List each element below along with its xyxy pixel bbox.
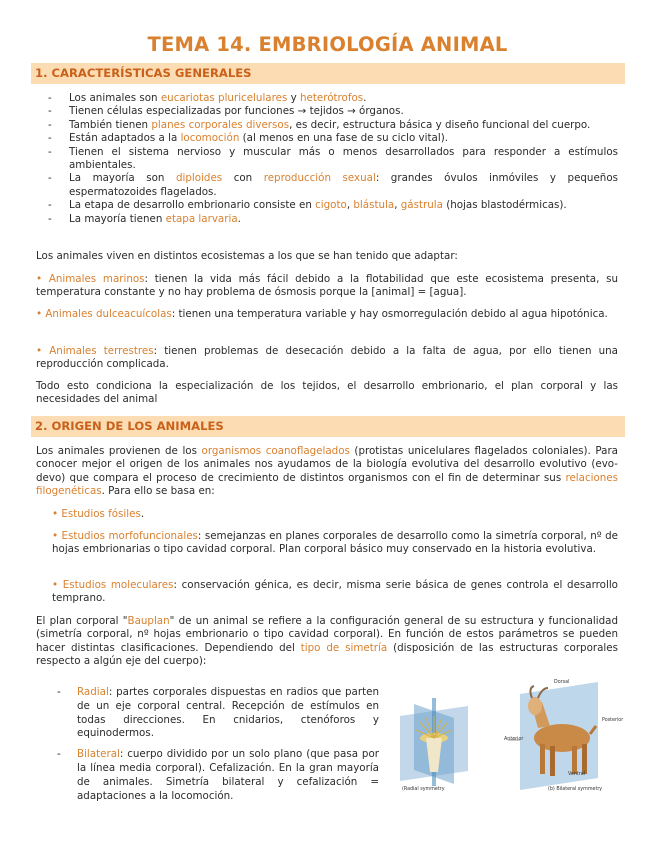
studies-molecular: • Estudios moleculares: conservación génica, es decir, misma serie básica de genes controla el desarrollo temprano. (52, 579, 618, 605)
list-item: - Bilateral: cuerpo dividido por un solo plano (que pasa por la línea media corporal). Cefalización. En la gran mayoría de animales. Simetría bilateral y cefalización = adaptaciones a la locomoción. (57, 748, 379, 803)
studies-fossil: • Estudios fósiles. (52, 508, 145, 520)
paragraph-terrestrial: • Animales terrestres: tienen problemas de desecación debido a la falta de agua, por ello tienen una reproducción complicada. (36, 345, 618, 371)
paragraph-conclusion: Todo esto condiciona la especialización de los tejidos, el desarrollo embrionario, el plan corporal y las necesidades del animal (36, 380, 618, 406)
list-item: - La mayoría tienen etapa larvaria. (48, 213, 618, 226)
list-item: - La mayoría son diploides con reproducción sexual: grandes óvulos inmóviles y pequeños espermatozoides flagelados. (48, 172, 618, 199)
label-dorsal: Dorsal (554, 680, 570, 685)
section-heading-origen: 2. ORIGEN DE LOS ANIMALES (31, 416, 625, 437)
paragraph-freshwater: • Animales dulceacuícolas: tienen una temperatura variable y hay osmorregulación debido al agua hipotónica. (36, 308, 608, 320)
radial-caption: (Radial symmetry (402, 787, 445, 792)
list-item: - Radial: partes corporales dispuestas en radios que parten de un eje corporal central. Recepción de estímulos en todas direcciones. En cnidarios, ctenóforos y equinodermos. (57, 686, 379, 741)
section-heading-caracteristicas: 1. CARACTERÍSTICAS GENERALES (31, 63, 625, 84)
paragraph-origin: Los animales provienen de los organismos coanoflagelados (protistas unicelulares flagelados coloniales). Para conocer mejor el origen de los animales nos ayudamos de la biología evolutiva del desarrollo evolutivo (evo-devo) que compara el proceso de crecimiento de distintos organismos con el fin de determinar sus relaciones filogenéticas. Para ello se basa en: (36, 445, 618, 498)
list-item: - Tienen el sistema nervioso y muscular más o menos desarrollados para responder a estímulos ambientales. (48, 146, 618, 173)
list-item: - Tienen células especializadas por funciones → tejidos → órganos. (48, 105, 618, 118)
bilateral-caption: (b) Bilateral symmetry (548, 787, 603, 792)
list-item: - Los animales son eucariotas pluricelulares y heterótrofos. (48, 92, 618, 105)
list-item: - También tienen planes corporales diversos, es decir, estructura básica y diseño funcional del cuerpo. (48, 119, 618, 132)
paragraph-marine: • Animales marinos: tienen la vida más fácil debido a la flotabilidad que este ecosistema presenta, su temperatura constante y no hay problema de ósmosis porque la [animal] = [agua]. (36, 273, 618, 299)
symmetry-figure (392, 676, 632, 801)
studies-morphofunctional: • Estudios morfofuncionales: semejanzas en planes corporales de desarrollo como la simetría corporal, nº de hojas embrionarias o tipo cavidad corporal. Plan corporal básico muy conservado en la historia evolutiva. (52, 530, 618, 556)
label-posterior: Posterior (602, 718, 624, 723)
ecosystems-intro: Los animales viven en distintos ecosistemas a los que se han tenido que adaptar: (36, 250, 458, 262)
label-ventral: Ventral (568, 772, 586, 777)
label-anterior: Anterior (504, 737, 524, 742)
page-title: TEMA 14. EMBRIOLOGÍA ANIMAL (147, 33, 508, 56)
list-item: - La etapa de desarrollo embrionario consiste en cigoto, blástula, gástrula (hojas blastodérmicas). (48, 199, 618, 212)
paragraph-bauplan: El plan corporal "Bauplan" de un animal se refiere a la configuración general de su estructura y funcionalidad (simetría corporal, nº hojas embrionario o tipo cavidad corporal). En función de estos parámetros se pueden hacer distintas clasificaciones. Dependiendo del tipo de simetría (disposición de las estructuras corporales respecto a algún eje del cuerpo): (36, 615, 618, 668)
characteristics-list (48, 92, 618, 226)
symmetry-list (57, 686, 379, 810)
list-item: - Están adaptados a la locomoción (al menos en una fase de su ciclo vital). (48, 132, 618, 145)
